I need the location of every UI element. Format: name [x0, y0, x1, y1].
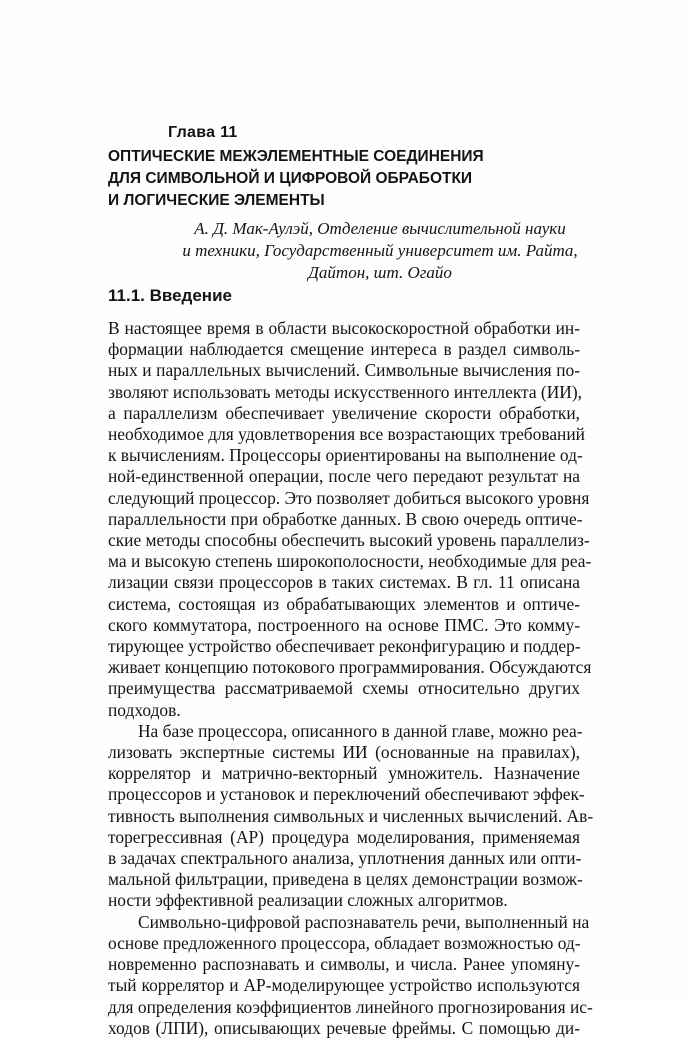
- author-line: и техники, Государственный университет им. Райта,: [182, 241, 578, 260]
- text-line: лизовать экспертные системы ИИ (основанные на правилах),: [108, 742, 580, 763]
- text-line: к вычислениям. Процессоры ориентированы на выполнение од-: [108, 445, 583, 466]
- text-line: подходов.: [108, 699, 181, 720]
- text-line: На базе процессора, описанного в данной главе, можно реа-: [138, 720, 583, 741]
- text-line: ские методы способны обеспечить высокий уровень параллелиз-: [108, 530, 590, 551]
- author-line: А. Д. Мак-Аулэй, Отделение вычислительной науки: [194, 219, 566, 238]
- text-line: для определения коэффициентов линейного прогнозирования ис-: [108, 996, 593, 1017]
- text-line: в задачах спектрального анализа, уплотнения данных или опти-: [108, 848, 582, 869]
- chapter-title: [108, 146, 578, 212]
- text-line: а параллелизм обеспечивает увеличение скорости обработки,: [108, 402, 580, 423]
- text-line: зволяют использовать методы искусственного интеллекта (ИИ),: [108, 381, 582, 402]
- text-line: формации наблюдается смещение интереса в раздел символь-: [108, 339, 580, 360]
- text-line: ма и высокую степень широкополосности, необходимые для реа-: [108, 551, 592, 572]
- text-line: В настоящее время в области высокоскоростной обработки ин-: [108, 318, 580, 338]
- text-line: тирующее устройство обеспечивает реконфигурацию и поддер-: [108, 636, 581, 657]
- text-line: тый коррелятор и АР-моделирующее устройство используются: [108, 975, 580, 996]
- paragraph-3: [108, 911, 593, 1039]
- text-line: основе предложенного процессора, обладает возможностью од-: [108, 932, 581, 953]
- text-line: ных и параллельных вычислений. Символьные вычисления по-: [108, 360, 580, 381]
- text-line: живает концепцию потокового программирования. Обсуждаются: [108, 657, 592, 678]
- chapter-title-line: ДЛЯ СИМВОЛЬНОЙ И ЦИФРОВОЙ ОБРАБОТКИ: [108, 170, 473, 187]
- section-heading: 11.1. Введение: [108, 286, 232, 305]
- chapter-title-line: И ЛОГИЧЕСКИЕ ЭЛЕМЕНТЫ: [108, 192, 325, 209]
- text-line: система, состоящая из обрабатывающих элементов и оптиче-: [108, 593, 580, 614]
- text-line: необходимое для удовлетворения все возрастающих требований: [108, 424, 585, 445]
- paragraph-2: [108, 720, 594, 912]
- text-line: ной-единственной операции, после чего передают результат на: [108, 466, 580, 487]
- text-line: процессоров и установок и переключений обеспечивают эффек-: [108, 784, 585, 805]
- author-line: Дайтон, шт. Огайо: [308, 263, 452, 282]
- text-line: лизации связи процессоров в таких системах. В гл. 11 описана: [108, 572, 580, 593]
- text-line: ского коммутатора, построенного на основе ПМС. Это комму-: [108, 614, 580, 635]
- text-line: следующий процессор. Это позволяет добиться высокого уровня: [108, 487, 590, 508]
- text-line: ходов (ЛПИ), описывающих речевые фреймы. С помощью ди-: [108, 1017, 580, 1038]
- text-line: преимущества рассматриваемой схемы относительно других: [108, 678, 580, 699]
- text-line: Символьно-цифровой распознаватель речи, выполненный на: [138, 911, 590, 932]
- text-line: коррелятор и матрично-векторный умножитель. Назначение: [108, 763, 580, 784]
- text-line: мальной фильтрации, приведена в целях демонстрации возмож-: [108, 869, 583, 890]
- chapter-title-line: ОПТИЧЕСКИЕ МЕЖЭЛЕМЕНТНЫЕ СОЕДИНЕНИЯ: [108, 148, 484, 165]
- text-line: торегрессивная (АР) процедура моделирования, применяемая: [108, 826, 580, 847]
- text-line: новременно распознавать и символы, и числа. Ранее упомяну-: [108, 954, 580, 975]
- text-line: ности эффективной реализации сложных алгоритмов.: [108, 890, 508, 911]
- chapter-label: Глава 11: [168, 124, 238, 141]
- text-line: параллельности при обработке данных. В свою очередь оптиче-: [108, 508, 583, 529]
- paragraph-1: [108, 318, 592, 721]
- text-line: тивность выполнения символьных и численных вычислений. Ав-: [108, 805, 594, 826]
- body-text: [108, 318, 594, 1039]
- author-affiliation: [170, 218, 590, 284]
